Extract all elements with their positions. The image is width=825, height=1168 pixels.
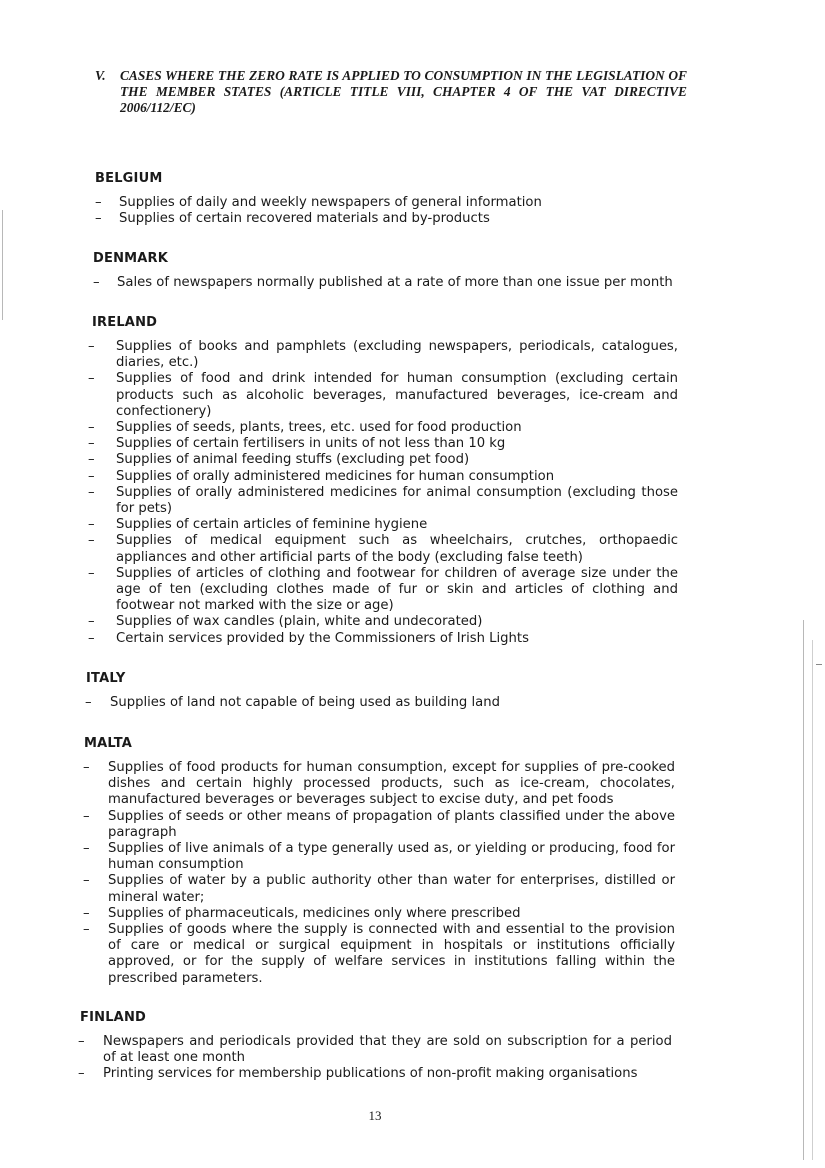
country-heading-finland: FINLAND: [80, 1010, 147, 1025]
list-item: – Supplies of food and drink intended for human consumption (excluding certain products such as alcoholic beverages, manufactured beverages, ice-cream and confectionery): [88, 371, 678, 419]
country-heading-malta: MALTA: [84, 736, 133, 751]
list-item: – Supplies of food products for human consumption, except for supplies of pre-cooked dishes and certain highly processed products, such as ice-cream, chocolates, manufactured beverages or beverages subject to excise duty, and pet foods: [83, 760, 675, 808]
dash-bullet: –: [93, 275, 100, 290]
list-item: – Supplies of certain recovered materials and by-products: [95, 211, 490, 227]
list-item: – Supplies of orally administered medicines for human consumption: [88, 468, 555, 484]
dash-bullet: –: [88, 630, 95, 646]
dash-bullet: –: [88, 452, 95, 468]
section-number: V.: [95, 68, 106, 83]
ireland-list: [88, 339, 678, 647]
dash-bullet: –: [78, 1066, 85, 1082]
dash-bullet: –: [88, 436, 95, 452]
dash-bullet: –: [88, 339, 95, 354]
list-item: – Supplies of seeds, plants, trees, etc. used for food production: [88, 420, 522, 436]
country-heading-ireland: IRELAND: [92, 315, 158, 330]
malta-list: [83, 760, 675, 987]
belgium-list: [95, 195, 555, 227]
dash-bullet: –: [88, 565, 95, 581]
list-item: – Certain services provided by the Commissioners of Irish Lights: [88, 630, 529, 646]
page-number: 13: [368, 1108, 382, 1123]
dash-bullet: –: [88, 533, 95, 549]
list-item: – Printing services for membership publications of non-profit making organisations: [78, 1066, 638, 1082]
finland-list: [78, 1034, 672, 1083]
dash-bullet: –: [83, 808, 90, 824]
dash-bullet: –: [95, 211, 102, 227]
dash-bullet: –: [88, 517, 95, 533]
denmark-list: [93, 275, 683, 291]
scan-artifact-line: [2, 210, 3, 320]
dash-bullet: –: [83, 922, 90, 938]
list-item: – Supplies of certain articles of feminine hygiene: [88, 517, 428, 533]
list-item: – Supplies of land not capable of being used as building land: [85, 695, 500, 710]
dash-bullet: –: [83, 905, 90, 921]
list-item: – Supplies of medical equipment such as wheelchairs, crutches, orthopaedic appliances and other artificial parts of the body (excluding false teeth): [88, 533, 678, 565]
dash-bullet: –: [83, 873, 90, 889]
country-heading-denmark: DENMARK: [93, 251, 169, 266]
list-item: – Supplies of wax candles (plain, white and undecorated): [88, 614, 483, 630]
dash-bullet: –: [95, 195, 102, 210]
list-item: – Supplies of goods where the supply is connected with and essential to the provision of care or medical or surgical equipment in hospitals or institutions officially approved, or for the supply of welfare services in institutions falling within the prescribed parameters.: [83, 922, 675, 986]
dash-bullet: –: [85, 695, 92, 710]
list-item: – Supplies of articles of clothing and footwear for children of average size under the age of ten (excluding clothes made of fur or skin and articles of clothing and footwear not marked with the size or age): [88, 565, 678, 614]
country-heading-italy: ITALY: [86, 671, 126, 686]
dash-bullet: –: [83, 841, 90, 857]
list-item: – Supplies of certain fertilisers in units of not less than 10 kg: [88, 436, 506, 452]
section-title: CASES WHERE THE ZERO RATE IS APPLIED TO CONSUMPTION IN THE LEGISLATION OF THE MEMBER STATES (ARTICLE TITLE VIII, CHAPTER 4 OF THE VAT DIRECTIVE 2006/112/EC): [120, 68, 687, 115]
dash-bullet: –: [88, 371, 95, 387]
list-item: – Supplies of books and pamphlets (excluding newspapers, periodicals, catalogues, diaries, etc.): [88, 339, 678, 371]
list-item: – Supplies of seeds or other means of propagation of plants classified under the above paragraph: [83, 808, 675, 840]
list-item: – Supplies of water by a public authority other than water for enterprises, distilled or mineral water;: [83, 873, 675, 905]
list-item: – Supplies of live animals of a type generally used as, or yielding or producing, food for human consumption: [83, 841, 675, 873]
list-item: – Sales of newspapers normally published at a rate of more than one issue per month: [93, 275, 673, 290]
scan-artifact-line: [812, 640, 813, 1160]
country-heading-belgium: BELGIUM: [95, 171, 163, 186]
section-heading: [95, 68, 687, 116]
scan-artifact-line: [803, 620, 804, 1160]
list-item: – Supplies of animal feeding stuffs (excluding pet food): [88, 452, 470, 468]
list-item: – Supplies of daily and weekly newspapers of general information: [95, 195, 542, 210]
dash-bullet: –: [88, 484, 95, 500]
dash-bullet: –: [88, 468, 95, 484]
scan-artifact-tick: [816, 664, 822, 665]
italy-list: [85, 695, 645, 711]
dash-bullet: –: [78, 1034, 85, 1049]
list-item: – Supplies of pharmaceuticals, medicines only where prescribed: [83, 905, 521, 921]
list-item: – Supplies of orally administered medicines for animal consumption (excluding those for pets): [88, 484, 678, 517]
list-item: – Newspapers and periodicals provided that they are sold on subscription for a period of at least one month: [78, 1034, 672, 1066]
dash-bullet: –: [88, 614, 95, 630]
dash-bullet: –: [88, 420, 95, 436]
dash-bullet: –: [83, 760, 90, 775]
